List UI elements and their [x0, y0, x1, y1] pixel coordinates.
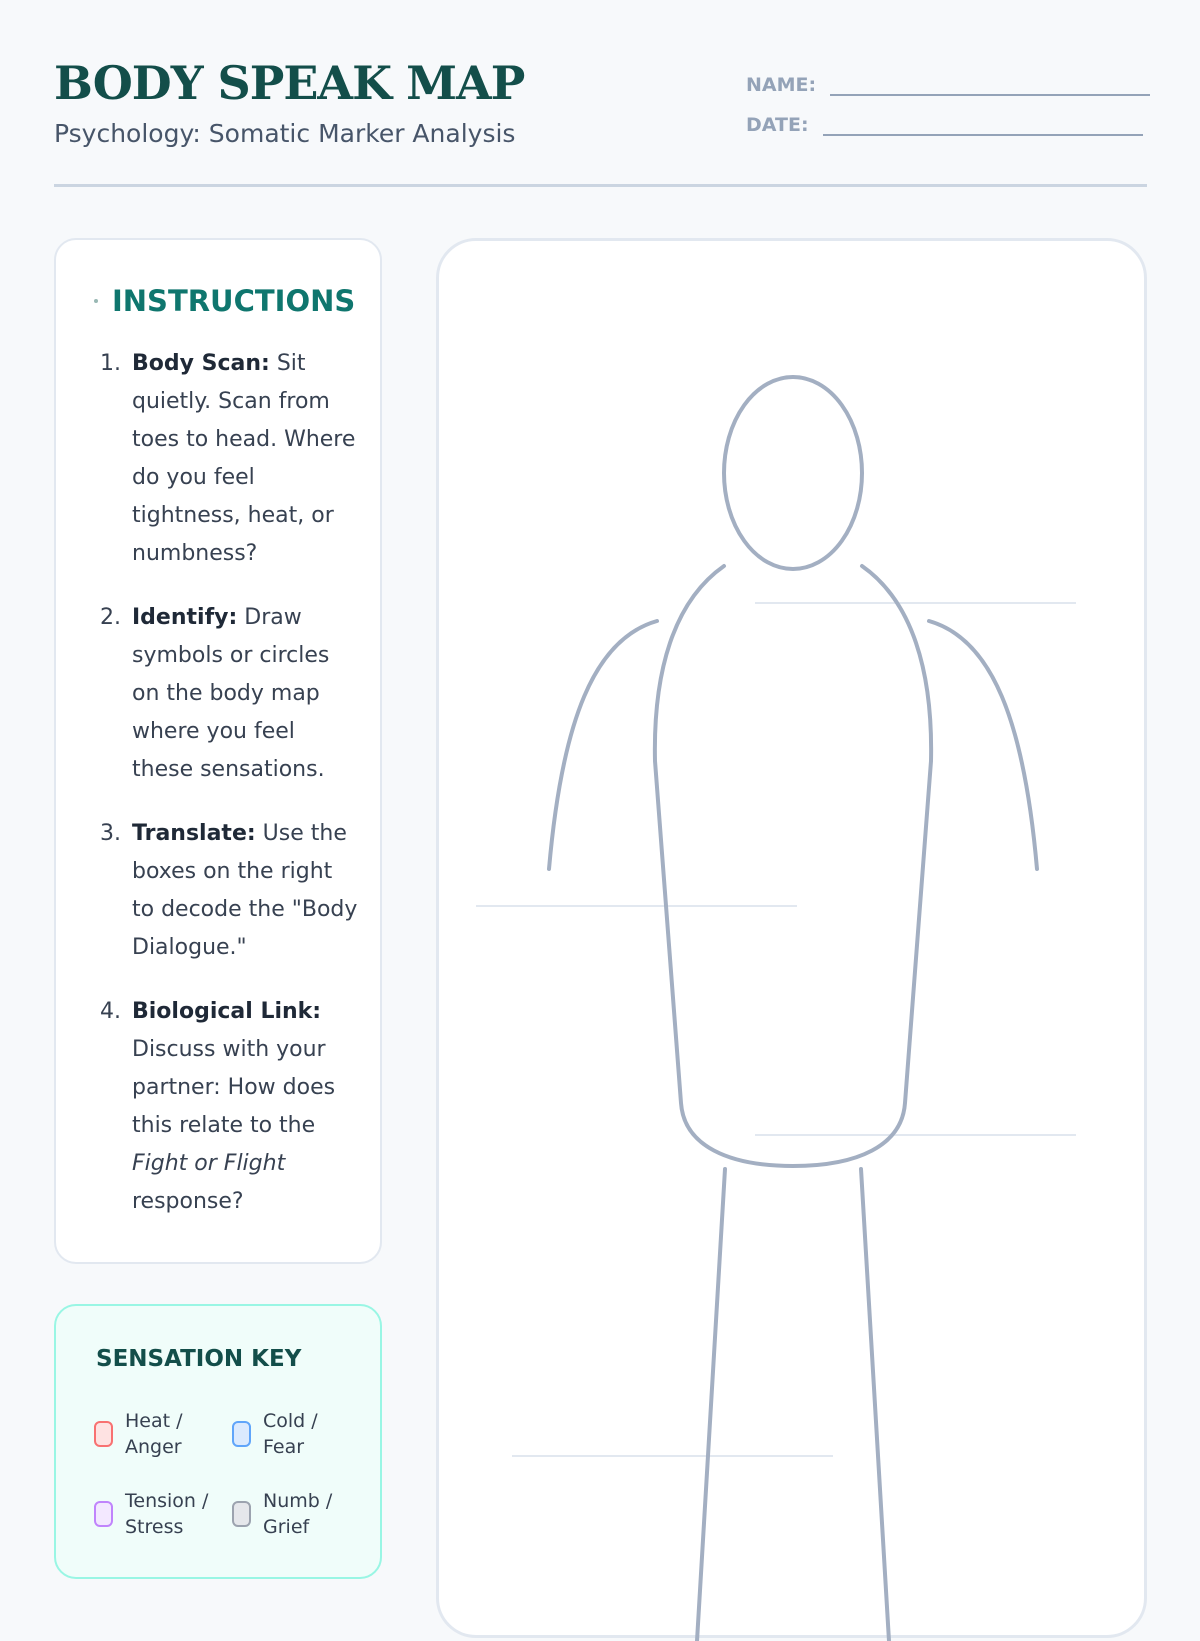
key-item-heat [94, 1408, 214, 1460]
key-label-tension: Tension / Stress [125, 1490, 209, 1538]
body-outline [549, 377, 1037, 1641]
step-emphasis: Fight or Flight [132, 1151, 286, 1176]
page-header [54, 56, 1147, 187]
instruction-step-3 [128, 815, 358, 967]
instruction-step-1 [128, 345, 358, 573]
body-outline-figure [439, 241, 1150, 1641]
page-title: BODY SPEAK MAP [54, 56, 525, 110]
key-label-heat: Heat / Anger [125, 1410, 183, 1458]
date-row [746, 108, 1143, 136]
step-label: Body Scan: [132, 351, 270, 376]
instruction-step-2 [128, 599, 358, 789]
step-text: Discuss with your partner: How does this relate to the [132, 1037, 336, 1138]
step-label: Identify: [132, 605, 238, 630]
right-arm-outline [929, 621, 1037, 869]
right-leg-outline [861, 1169, 889, 1641]
callout-lines [476, 603, 1076, 1456]
head-outline [724, 377, 862, 569]
name-row [746, 68, 1150, 96]
step-text: Draw symbols or circles on the body map where you feel these sensations. [132, 605, 330, 782]
numb-swatch-icon [232, 1501, 251, 1527]
step-label: Biological Link: [132, 999, 322, 1024]
date-field[interactable] [823, 108, 1143, 136]
instructions-title: INSTRUCTIONS [112, 284, 356, 318]
instruction-step-4 [128, 993, 358, 1221]
step-label: Translate: [132, 821, 256, 846]
body-map-card[interactable] [436, 238, 1147, 1638]
tension-swatch-icon [94, 1501, 113, 1527]
key-item-cold [232, 1408, 352, 1460]
name-field[interactable] [830, 68, 1150, 96]
key-item-numb [232, 1488, 352, 1540]
key-label-cold: Cold / Fear [263, 1410, 318, 1458]
instructions-list [128, 345, 358, 1247]
cold-swatch-icon [232, 1421, 251, 1447]
heat-swatch-icon [94, 1421, 113, 1447]
key-item-tension [94, 1488, 214, 1540]
left-leg-outline [697, 1169, 725, 1641]
step-text: Sit quietly. Scan from toes to head. Where do you feel tightness, heat, or numbness? [132, 351, 356, 566]
bullet-dot-icon [94, 299, 98, 303]
instructions-card [54, 238, 382, 1264]
left-arm-outline [549, 621, 657, 869]
sensation-key-title: SENSATION KEY [96, 1346, 302, 1372]
step-text: Use the boxes on the right to decode the "Body Dialogue." [132, 821, 358, 960]
page-subtitle: Psychology: Somatic Marker Analysis [54, 119, 516, 148]
key-label-numb: Numb / Grief [263, 1490, 333, 1538]
date-label: DATE: [746, 114, 809, 136]
name-label: NAME: [746, 74, 817, 96]
step-text: response? [132, 1189, 244, 1214]
instructions-header [94, 284, 355, 318]
sensation-key-card [54, 1304, 382, 1579]
torso-outline [655, 566, 931, 1166]
